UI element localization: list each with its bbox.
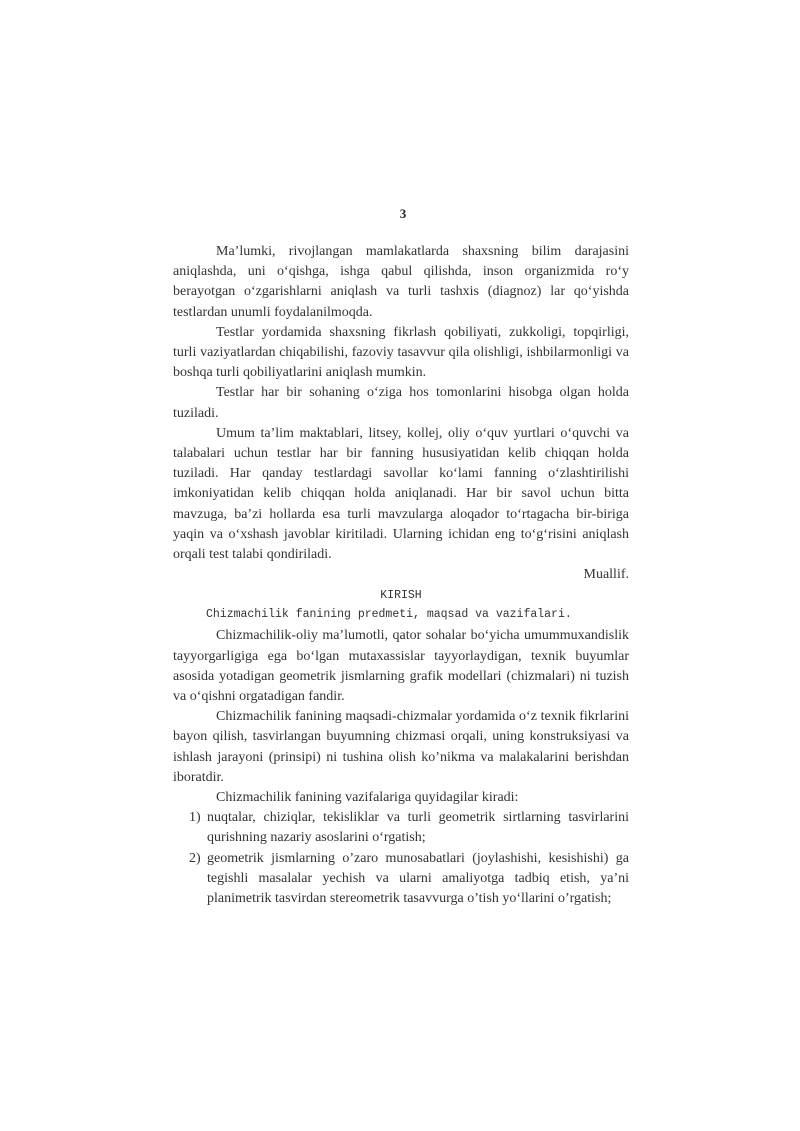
list-item	[173, 808, 629, 848]
author-signature: Muallif.	[583, 567, 629, 583]
preface-paragraph: Testlar yordamida shaxsning fikrlash qobiliyati, zukkoligi, topqirligi, turli vaziyatlardan chiqabilishi, fazoviy tasavvur qila olishligi, ishbilarmonligi va boshqa turli qobiliyatlarini aniqlash mumkin.	[173, 324, 629, 381]
list-item	[173, 849, 629, 910]
section-paragraph: Chizmachilik fanining maqsadi-chizmalar yordamida o‘z texnik fikrlarini bayon qilish, tasvirlangan buyumning chizmasi orqali, uning konstruksiyasi va ishlash jarayoni (prinsipi) ni tushina olish ko’nikma va malakalarini berishdan iboratdir.	[173, 709, 629, 785]
preface-paragraph: Ma’lumki, rivojlangan mamlakatlarda shaxsning bilim darajasini aniqlashda, uni o‘qishga, ishga qabul qilishda, inson organizmida ro‘y berayotgan o‘zgarishlarni aniqlash va turli tashxis (diagnoz) lar qo‘yishda testlardan unumli foydalanilmoqda.	[173, 244, 629, 320]
page-content	[173, 242, 629, 909]
list-item-number: 2)	[189, 850, 201, 866]
preface-paragraph: Testlar har bir sohaning o‘ziga hos tomonlarini hisobga olgan holda tuziladi.	[173, 385, 629, 421]
section-paragraph: Chizmachilik fanining vazifalariga quyidagilar kiradi:	[216, 790, 519, 806]
list-item-number: 1)	[189, 810, 201, 826]
tasks-list	[173, 808, 629, 909]
preface-paragraph: Umum ta’lim maktablari, litsey, kollej, oliy o‘quv yurtlari o‘quvchi va talabalari uchun testlar har bir fanning hususiyatidan kelib chiqqan holda tuziladi. Har qanday testlardagi savollar ko‘lami fanning o‘zlashtirilishi imkoniyatidan kelib chiqqan holda aniqlanadi. Har bir savol uchun bitta mavzuga, ba’zi hollarda esa turli mavzularga aloqador to‘rtagacha bir-biriga yaqin va o‘xshash javoblar kiritiladi. Ularning ichidan eng to‘g‘risini aniqlash orqali test talabi qondiriladi.	[173, 425, 629, 563]
list-item-text: geometrik jismlarning o’zaro munosabatlari (joylashishi, kesishishi) ga tegishli masalalar yechish va ularni amaliyotga tadbiq etish, ya’ni planimetrik tasvirdan stereometrik tasavvurga o’tish yo‘llarini o’rgatish;	[207, 850, 629, 907]
section-paragraph: Chizmachilik-oliy ma’lumotli, qator sohalar bo‘yicha umummuxandislik tayyorgarligiga ega bo‘lgan mutaxassislar tayyorlaydigan, texnik buyumlar asosida yotadigan geometrik jismlarning grafik modellari (chizmalari) ni tuzish va o‘qishni orgatadigan fandir.	[173, 628, 629, 705]
section-subtitle: Chizmachilik fanining predmeti, maqsad va vazifalari.	[206, 608, 572, 622]
list-item-text: nuqtalar, chiziqlar, tekisliklar va turli geometrik sirtlarning tasvirlarini qurishning nazariy asoslarini o‘rgatish;	[207, 810, 629, 846]
section-heading: KIRISH	[380, 589, 422, 603]
page-number: 3	[399, 206, 407, 221]
